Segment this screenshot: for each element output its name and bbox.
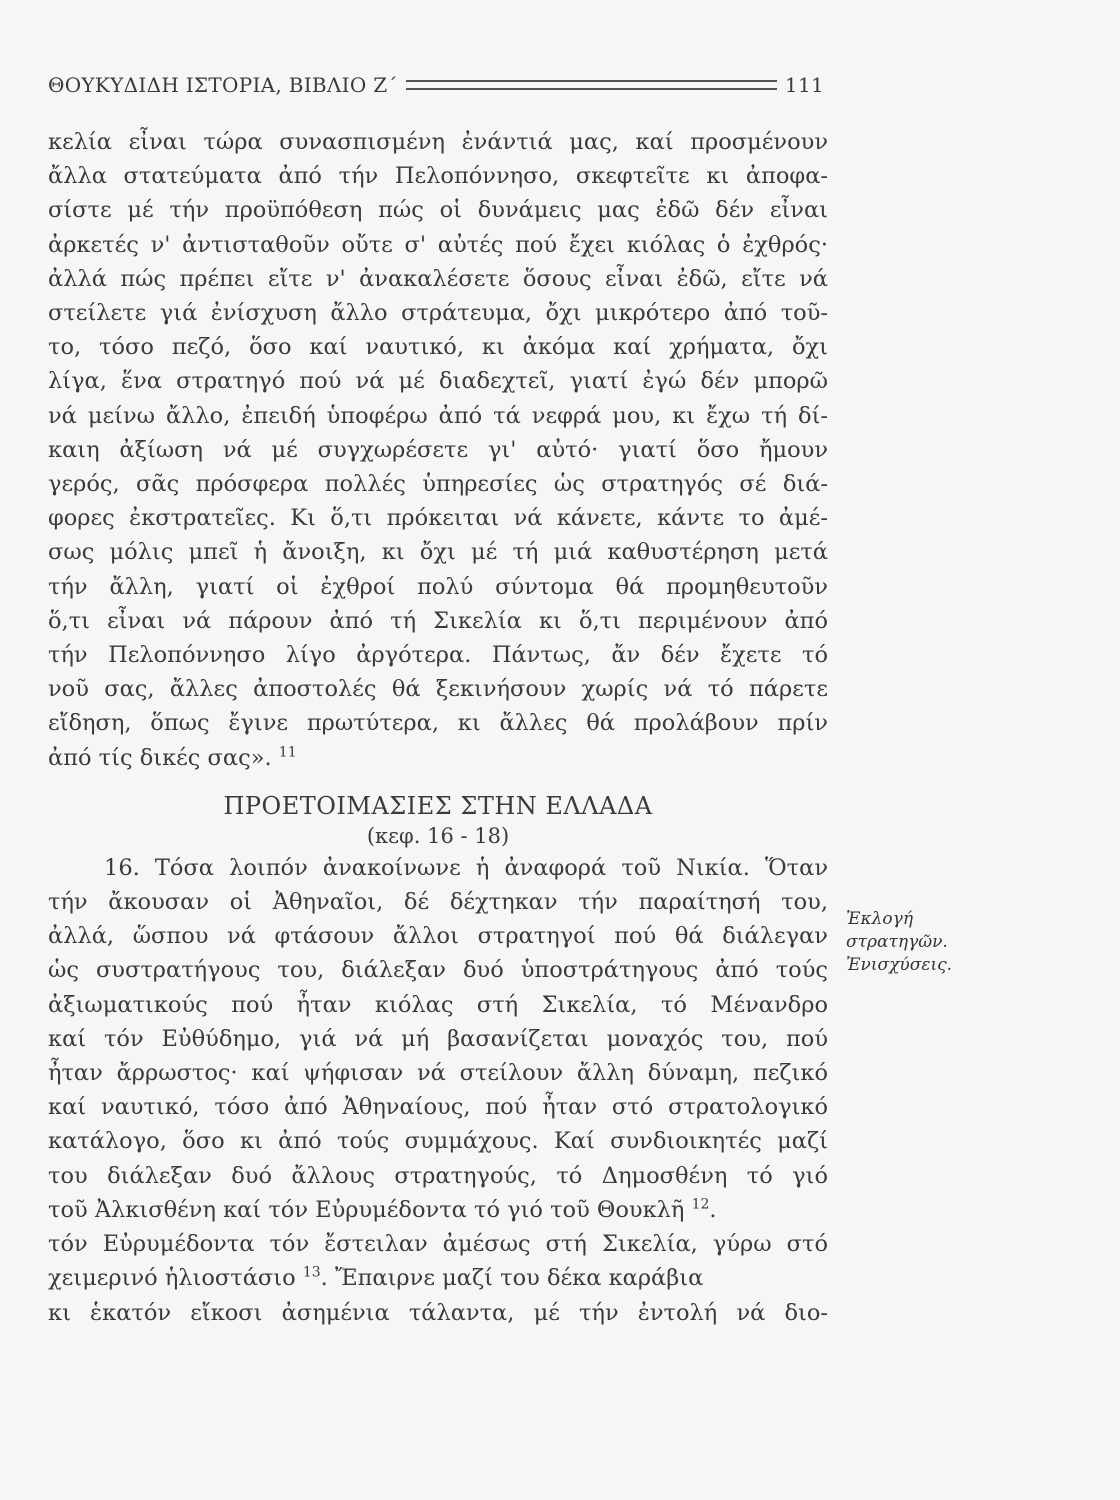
footnote-ref-13: 13	[302, 1264, 321, 1281]
margin-note-line: στρατηγῶν.	[846, 932, 948, 952]
text-line: ὡς συστρατήγους του, διάλεξαν δυό ὑποστράτηγους ἀπό τούς	[48, 957, 828, 984]
text-line: ἀλλά, ὥσπου νά φτάσουν ἄλλοι στρατηγοί πού θά διάλεγαν	[48, 923, 828, 950]
running-header	[48, 70, 824, 100]
text-line: ἄλλα στατεύματα ἀπό τήν Πελοπόννησο, σκεφτεῖτε κι ἀποφα-	[48, 163, 828, 190]
text-line: τοῦ Ἀλκισθένη καί τόν Εὐρυμέδοντα τό γιό τοῦ Θουκλῆ $^{12}$.	[48, 1196, 717, 1223]
text-line: ἀρκετές ν' ἀντισταθοῦν οὔτε σ' αὐτές πού ἔχει κιόλας ὁ ἐχθρός·	[48, 231, 828, 258]
text-line: κι ἑκατόν εἴκοσι ἀσημένια τάλαντα, μέ τήν ἐντολή νά διο-	[48, 1299, 828, 1326]
text-line: του διάλεξαν δυό ἄλλους στρατηγούς, τό Δημοσθένη τό γιό	[48, 1162, 828, 1189]
text-line: ὅ,τι εἶναι νά πάρουν ἀπό τή Σικελία κι ὅ,τι περιμένουν ἀπό	[48, 607, 828, 634]
text-line: ἀξιωματικούς πού ἦταν κιόλας στή Σικελία, τό Μένανδρο	[48, 991, 828, 1018]
text-line: τήν ἄλλη, γιατί οἱ ἐχθροί πολύ σύντομα θά προμηθευτοῦν	[48, 573, 828, 600]
text-line: λίγα, ἕνα στρατηγό πού νά μέ διαδεχτεῖ, γιατί ἐγώ δέν μπορῶ	[48, 368, 828, 395]
text-line: νοῦ σας, ἄλλες ἀποστολές θά ξεκινήσουν χωρίς νά τό πάρετε	[48, 676, 828, 703]
margin-note-line: Ἐνισχύσεις.	[846, 955, 953, 975]
text-line: κελία εἶναι τώρα συνασπισμένη ἐνάντιά μας, καί προσμένουν	[48, 129, 828, 155]
paragraph-2	[48, 851, 828, 1330]
text-line: σίστε μέ τήν προϋπόθεση πώς οἱ δυνάμεις μας ἐδῶ δέν εἶναι	[48, 197, 828, 224]
text-line: καιη ἀξίωση νά μέ συγχωρέσετε γι' αὐτό· γιατί ὅσο ἤμουν	[48, 436, 828, 463]
text-line-last	[48, 741, 828, 775]
text-line: το, τόσο πεζό, ὅσο καί ναυτικό, κι ἀκόμα καί χρήματα, ὄχι	[48, 334, 828, 361]
margin-note	[846, 908, 1036, 977]
footnote-ref-12: 12	[691, 1196, 710, 1213]
header-rule	[406, 80, 777, 90]
margin-note-line: Ἐκλογή	[846, 909, 914, 929]
text-line	[48, 1261, 828, 1295]
text-line: νά μείνω ἄλλο, ἐπειδή ὑποφέρω ἀπό τά νεφρά μου, κι ἔχω τή δί-	[48, 402, 828, 429]
text-line: καί τόν Εὐθύδημο, γιά νά μή βασανίζεται μοναχός του, πού	[48, 1025, 828, 1052]
text-line: καί ναυτικό, τόσο ἀπό Ἀθηναίους, πού ἦταν στό στρατολογικό	[48, 1094, 828, 1121]
text-fragment: . Ἔπαιρνε μαζί του δέκα καράβια	[320, 1265, 704, 1292]
text-line: τόν Εὐρυμέδοντα τόν ἔστειλαν ἀμέσως στή Σικελία, γύρω στό	[48, 1231, 828, 1258]
text-line: στείλετε γιά ἐνίσχυση ἄλλο στράτευμα, ὄχι μικρότερο ἀπό τοῦ-	[48, 300, 828, 327]
text-line: κατάλογο, ὅσο κι ἀπό τούς συμμάχους. Καί συνδιοικητές μαζί	[48, 1128, 828, 1155]
text-line: ἦταν ἄρρωστος· καί ψήφισαν νά στείλουν ἄλλη δύναμη, πεζικό	[48, 1060, 828, 1087]
text-fragment: τοῦ Ἀλκισθένη καί τόν Εὐρυμέδοντα τό γιό τοῦ Θουκλῆ	[48, 1196, 685, 1223]
text-line: τήν ἄκουσαν οἱ Ἀθηναῖοι, δέ δέχτηκαν τήν παραίτησή του,	[48, 889, 828, 916]
text-fragment: χειμερινό ἡλιοστάσιο	[48, 1265, 296, 1292]
text-line: γερός, σᾶς πρόσφερα πολλές ὑπηρεσίες ὡς στρατηγός σέ διά-	[48, 471, 828, 498]
section-title: ΠΡΟΕΤΟΙΜΑΣΙΕΣ ΣΤΗΝ ΕΛΛΑΔΑ	[223, 791, 653, 820]
text-fragment: ἀπό τίς δικές σας».	[48, 744, 272, 771]
page-number: 111	[784, 73, 824, 97]
text-line: τήν Πελοπόννησο λίγο ἀργότερα. Πάντως, ἄν δέν ἔχετε τό	[48, 642, 828, 669]
footnote-ref-11: 11	[278, 744, 297, 761]
text-line: 16. Τόσα λοιπόν ἀνακοίνωνε ἡ ἀναφορά τοῦ Νικία. Ὅταν	[104, 854, 828, 881]
main-text	[48, 125, 828, 1330]
paragraph-1	[48, 125, 828, 775]
text-line: εἴδηση, ὅπως ἔγινε πρωτύτερα, κι ἄλλες θά προλάβουν πρίν	[48, 710, 828, 737]
text-line: σως μόλις μπεῖ ἡ ἄνοιξη, κι ὄχι μέ τή μιά καθυστέρηση μετά	[48, 539, 828, 566]
section-subtitle: (κεφ. 16 - 18)	[366, 823, 510, 848]
text-line: ἀλλά πώς πρέπει εἴτε ν' ἀνακαλέσετε ὅσους εἶναι ἐδῶ, εἴτε νά	[48, 265, 828, 292]
text-line: φορες ἐκστρατεῖες. Κι ὅ,τι πρόκειται νά κάνετε, κάντε το ἀμέ-	[48, 505, 828, 532]
section-heading	[48, 791, 828, 851]
header-title: ΘΟΥΚΥΔΙΔΗ ΙΣΤΟΡΙΑ, ΒΙΒΛΙΟ Ζ΄	[48, 73, 398, 97]
